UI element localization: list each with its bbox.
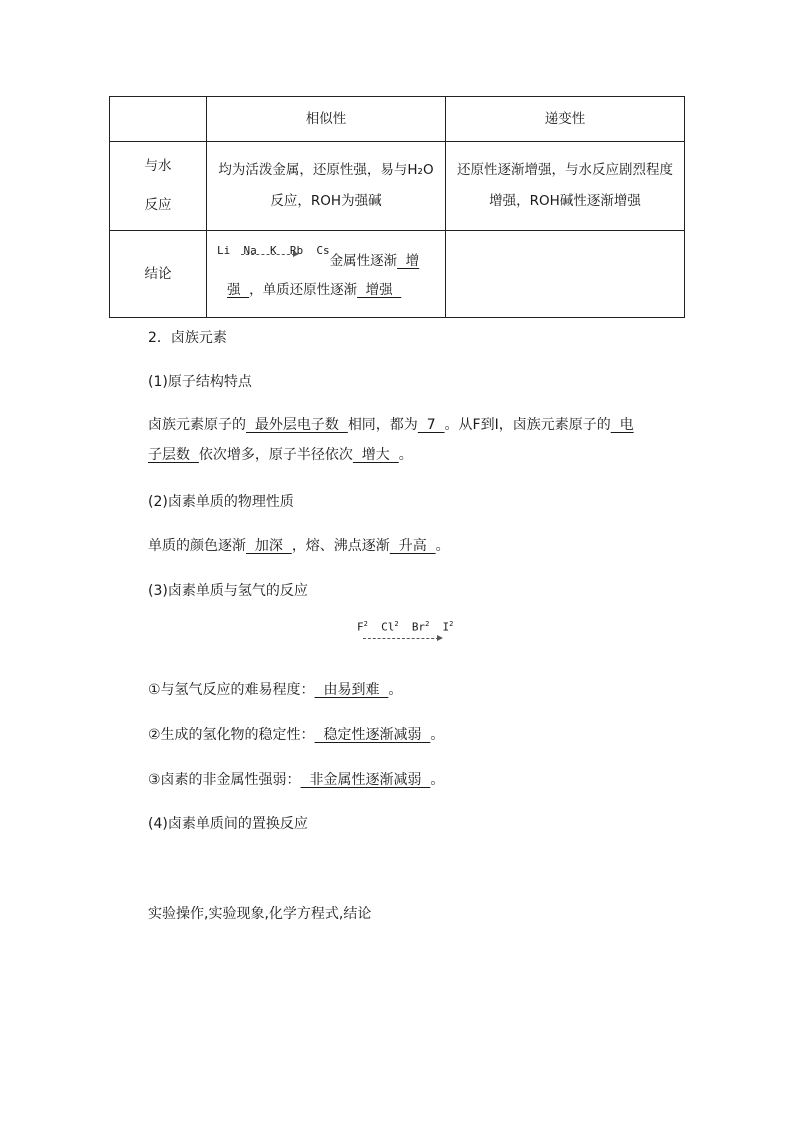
answer-blank: 强 (227, 281, 250, 298)
conclusion-cell (207, 231, 446, 318)
cell-line: 反应，ROH为强碱 (270, 193, 382, 209)
halogen-br: Br (411, 620, 426, 634)
subheading-atomic-structure: (1)原子结构特点 (148, 374, 252, 390)
question-hydride-stability (148, 724, 444, 744)
text: 。从F到I，卤族元素原子的 (444, 417, 611, 433)
answer-blank: 增强 (357, 281, 402, 298)
row-label-water (110, 142, 207, 231)
subscript: 2 (449, 620, 454, 628)
text: ③卤素的非金属性强弱： (148, 772, 301, 788)
answer-blank: 增大 (352, 447, 399, 463)
text: ②生成的氢化物的稳定性： (148, 727, 315, 743)
row-label-conclusion: 结论 (110, 231, 207, 318)
header-empty-cell (110, 97, 207, 142)
answer-blank: 非金属性逐渐减弱 (300, 772, 431, 788)
paragraph-physical-properties (148, 535, 450, 555)
conclusion-text: 金属性逐渐 (329, 252, 398, 269)
text: 。 (435, 538, 450, 554)
text: ①与氢气反应的难易程度： (148, 682, 315, 698)
alkali-metal-table (109, 96, 685, 318)
text: 。 (398, 447, 413, 463)
subheading-hydrogen-reaction: (3)卤素单质与氢气的反应 (148, 583, 308, 599)
table-row-conclusion (110, 231, 685, 318)
answer-blank: 稳定性逐渐减弱 (314, 727, 431, 743)
text: 单质的颜色逐渐 (148, 538, 246, 554)
conclusion-line-2 (217, 275, 441, 306)
cell-line: 还原性逐渐增强，与水反应剧烈程度 (457, 162, 673, 178)
table-header-row (110, 97, 685, 142)
answer-blank: 加深 (246, 538, 292, 554)
conclusion-text: ，单质还原性逐渐 (249, 281, 358, 298)
halogen-sequence (357, 620, 453, 634)
answer-blank: 由易到难 (314, 682, 389, 698)
experiment-table-header: 实验操作,实验现象,化学方程式,结论 (148, 906, 372, 922)
answer-blank: 最外层电子数 (246, 417, 348, 433)
cell-line: 增强，ROH碱性逐渐增强 (489, 193, 641, 209)
text: 。 (430, 727, 445, 743)
table-row-water (110, 142, 685, 231)
text: 。 (430, 772, 445, 788)
subheading-displacement: (4)卤素单质间的置换反应 (148, 816, 308, 832)
halogen-arrow-icon (363, 638, 439, 639)
header-similarity: 相似性 (207, 97, 446, 142)
halogen-cl: Cl (381, 620, 395, 634)
paragraph-atomic-structure (148, 414, 634, 434)
subscript: 2 (363, 620, 368, 628)
section-title-halogens: 2．卤族元素 (148, 330, 227, 346)
water-similarity-cell (207, 142, 446, 231)
row-label-line: 反应 (144, 197, 172, 213)
header-trend: 递变性 (446, 97, 685, 142)
answer-blank: 电 (610, 417, 634, 433)
answer-blank: 7 (417, 417, 445, 433)
question-reaction-difficulty (148, 679, 402, 699)
row-label-line: 与水 (144, 158, 172, 174)
increase-arrow-icon (241, 254, 295, 255)
halogen-i: I (442, 620, 450, 634)
text: ，熔、沸点逐渐 (291, 538, 390, 554)
answer-blank: 子层数 (148, 447, 199, 463)
subscript: 2 (425, 620, 430, 628)
halogen-f: F (357, 620, 364, 634)
conclusion-empty-cell (446, 231, 685, 318)
water-trend-cell (446, 142, 685, 231)
cell-line: 均为活泼金属，还原性强，易与H₂O (218, 162, 434, 178)
answer-blank: 增 (397, 252, 420, 269)
subheading-physical-properties: (2)卤素单质的物理性质 (148, 494, 294, 510)
text: 相同，都为 (347, 417, 418, 433)
text: 依次增多，原子半径依次 (198, 447, 353, 463)
text: 卤族元素原子的 (148, 417, 246, 433)
answer-blank: 升高 (389, 538, 436, 554)
question-nonmetallic-strength (148, 769, 444, 789)
text: 。 (388, 682, 403, 698)
conclusion-line-1 (217, 243, 441, 273)
paragraph-atomic-structure-cont (148, 444, 413, 464)
alkali-elements-sequence: Li Na K Rb Cs (217, 243, 330, 257)
subscript: 2 (394, 620, 399, 628)
